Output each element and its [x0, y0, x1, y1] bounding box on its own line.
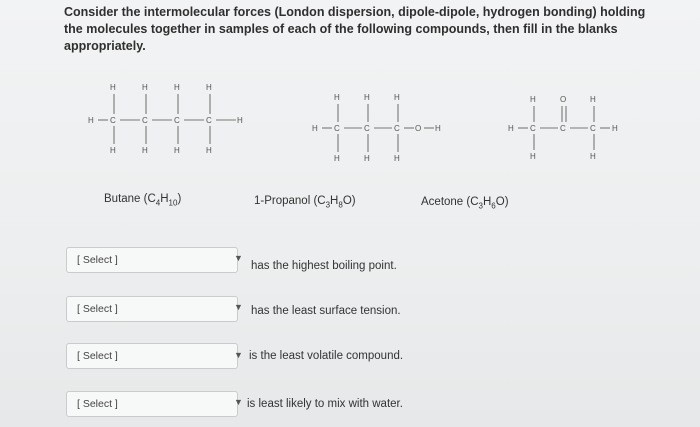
select-dropdown-2[interactable]: [66, 296, 238, 322]
select-placeholder: [ Select ]: [77, 350, 118, 362]
atom-h: H: [174, 83, 180, 92]
select-dropdown-1[interactable]: [66, 247, 238, 273]
atom-h: H: [142, 83, 148, 92]
atom-h: H: [364, 93, 370, 102]
atom-h: H: [174, 146, 180, 155]
atom-o: O: [560, 95, 567, 104]
atom-h: H: [312, 124, 318, 133]
atom-h: H: [590, 152, 596, 161]
atom-h: H: [590, 95, 596, 104]
atom-c: C: [394, 124, 400, 133]
atom-c: C: [560, 124, 566, 133]
blank-statement-4: is least likely to mix with water.: [247, 398, 403, 410]
atom-h: H: [612, 124, 618, 133]
atom-c: C: [590, 124, 596, 133]
propanol-structure: [310, 90, 450, 175]
chevron-down-icon[interactable]: ▼: [234, 397, 243, 407]
atom-h: H: [530, 95, 536, 104]
atom-h: H: [508, 124, 514, 133]
atom-c: C: [364, 124, 370, 133]
atom-h: H: [88, 116, 94, 125]
atom-h: H: [206, 146, 212, 155]
question-text: Consider the intermolecular forces (London dispersion, dipole-dipole, hydrogen bonding) holding the molecules together in samples of each of the following compounds, then fill in the blanks appropriately.: [64, 5, 646, 53]
blank-statement-3: is the least volatile compound.: [249, 350, 404, 362]
select-placeholder: [ Select ]: [77, 254, 118, 266]
atom-h: H: [334, 93, 340, 102]
atom-h: H: [364, 154, 370, 163]
atom-h: H: [142, 146, 148, 155]
atom-h: H: [110, 146, 116, 155]
atom-h: H: [435, 124, 441, 133]
blank-statement-2: has the least surface tension.: [251, 305, 401, 317]
atom-h: H: [334, 154, 340, 163]
blank-statement-1: has the highest boiling point.: [251, 260, 397, 272]
atom-c: C: [206, 116, 212, 125]
butane-structure: [84, 78, 254, 163]
select-dropdown-3[interactable]: [66, 343, 238, 369]
atom-h: H: [237, 116, 243, 125]
compound-name-propanol: 1-Propanol $(C_3H_8O)$: [254, 195, 356, 210]
atom-h: H: [394, 93, 400, 102]
chevron-down-icon[interactable]: ▼: [234, 253, 243, 263]
chevron-down-icon[interactable]: ▼: [234, 350, 243, 360]
atom-c: C: [530, 124, 536, 133]
chevron-down-icon[interactable]: ▼: [234, 302, 243, 312]
acetone-structure: [506, 92, 636, 177]
compound-name-butane: Butane $(C_4H_{10})$: [104, 193, 182, 208]
compound-name-acetone: Acetone $(C_3H_6O)$: [421, 196, 509, 211]
atom-c: C: [110, 116, 116, 125]
atom-c: C: [334, 124, 340, 133]
atom-h: H: [206, 83, 212, 92]
atom-h: H: [394, 154, 400, 163]
atom-h: H: [110, 83, 116, 92]
atom-o: O: [415, 124, 422, 133]
select-placeholder: [ Select ]: [77, 398, 118, 410]
select-dropdown-4[interactable]: [66, 391, 238, 417]
atom-h: H: [530, 152, 536, 161]
atom-c: C: [142, 116, 148, 125]
select-placeholder: [ Select ]: [77, 303, 118, 315]
atom-c: C: [174, 116, 180, 125]
